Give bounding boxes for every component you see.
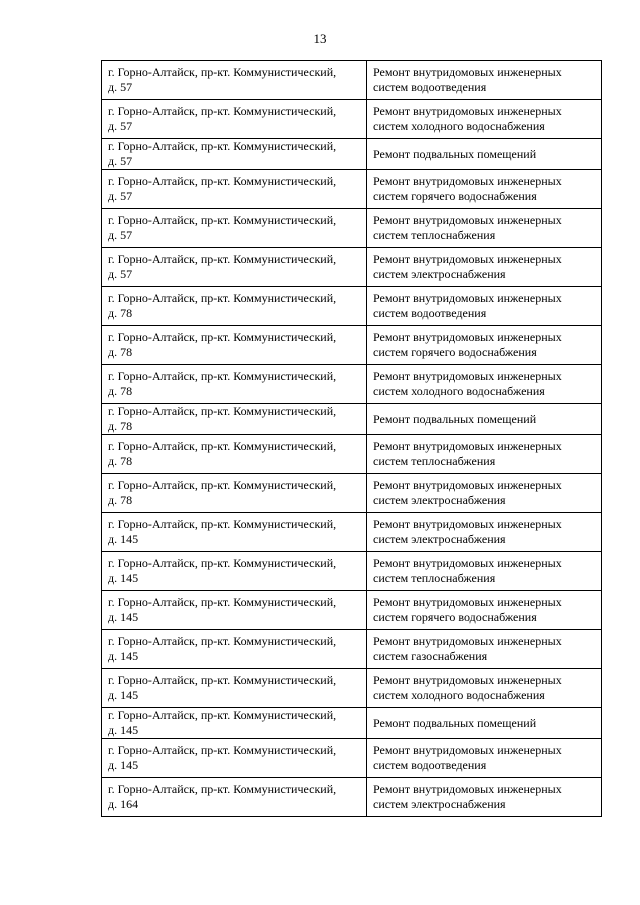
- table-row: [102, 404, 602, 435]
- address-line: г. Горно-Алтайск, пр-кт. Коммунистический,: [108, 213, 337, 227]
- address-line: г. Горно-Алтайск, пр-кт. Коммунистический,: [108, 517, 337, 531]
- address-line: г. Горно-Алтайск, пр-кт. Коммунистический,: [108, 478, 337, 492]
- address-cell: [102, 365, 367, 404]
- table-row: [102, 139, 602, 170]
- house-number: д. 57: [108, 189, 133, 203]
- page-number: 13: [313, 31, 327, 46]
- work-type-cell: Ремонт внутридомовых инженерных систем водоотведения: [367, 287, 602, 326]
- address-cell: [102, 139, 367, 170]
- table-row: [102, 474, 602, 513]
- address-cell: [102, 708, 367, 739]
- work-type-cell: Ремонт внутридомовых инженерных систем электроснабжения: [367, 474, 602, 513]
- address-line: г. Горно-Алтайск, пр-кт. Коммунистический,: [108, 743, 337, 757]
- work-type-cell: Ремонт внутридомовых инженерных систем горячего водоснабжения: [367, 591, 602, 630]
- address-cell: [102, 474, 367, 513]
- address-line: г. Горно-Алтайск, пр-кт. Коммунистический,: [108, 369, 337, 383]
- work-type-cell: Ремонт внутридомовых инженерных систем горячего водоснабжения: [367, 326, 602, 365]
- address-cell: [102, 552, 367, 591]
- table-row: [102, 778, 602, 817]
- table-row: [102, 708, 602, 739]
- house-number: д. 57: [108, 119, 133, 133]
- work-type-cell: Ремонт подвальных помещений: [367, 708, 602, 739]
- house-number: д. 145: [108, 571, 139, 585]
- works-table: [101, 60, 602, 817]
- table-row: [102, 513, 602, 552]
- table-row: [102, 248, 602, 287]
- address-cell: [102, 326, 367, 365]
- address-line: г. Горно-Алтайск, пр-кт. Коммунистический,: [108, 556, 337, 570]
- address-cell: [102, 669, 367, 708]
- address-line: г. Горно-Алтайск, пр-кт. Коммунистический,: [108, 174, 337, 188]
- address-line: г. Горно-Алтайск, пр-кт. Коммунистический,: [108, 439, 337, 453]
- work-type-cell: Ремонт внутридомовых инженерных систем электроснабжения: [367, 248, 602, 287]
- house-number: д. 78: [108, 306, 133, 320]
- house-number: д. 78: [108, 454, 133, 468]
- work-type-cell: Ремонт внутридомовых инженерных систем теплоснабжения: [367, 552, 602, 591]
- work-type-cell: Ремонт внутридомовых инженерных систем электроснабжения: [367, 513, 602, 552]
- table-row: [102, 170, 602, 209]
- table-row: [102, 591, 602, 630]
- address-cell: [102, 435, 367, 474]
- address-line: г. Горно-Алтайск, пр-кт. Коммунистический,: [108, 404, 337, 418]
- table-row: [102, 326, 602, 365]
- house-number: д. 78: [108, 345, 133, 359]
- work-type-cell: Ремонт подвальных помещений: [367, 139, 602, 170]
- address-line: г. Горно-Алтайск, пр-кт. Коммунистический,: [108, 782, 337, 796]
- works-table-body: [102, 61, 602, 817]
- house-number: д. 145: [108, 723, 139, 737]
- address-cell: [102, 61, 367, 100]
- work-type-cell: Ремонт внутридомовых инженерных систем газоснабжения: [367, 630, 602, 669]
- address-line: г. Горно-Алтайск, пр-кт. Коммунистический,: [108, 65, 337, 79]
- address-cell: [102, 778, 367, 817]
- house-number: д. 57: [108, 154, 133, 168]
- address-cell: [102, 170, 367, 209]
- house-number: д. 145: [108, 649, 139, 663]
- address-cell: [102, 630, 367, 669]
- work-type-cell: Ремонт внутридомовых инженерных систем электроснабжения: [367, 778, 602, 817]
- house-number: д. 57: [108, 80, 133, 94]
- address-line: г. Горно-Алтайск, пр-кт. Коммунистический,: [108, 634, 337, 648]
- address-cell: [102, 100, 367, 139]
- work-type-cell: Ремонт внутридомовых инженерных систем водоотведения: [367, 739, 602, 778]
- table-row: [102, 61, 602, 100]
- table-row: [102, 209, 602, 248]
- address-line: г. Горно-Алтайск, пр-кт. Коммунистический,: [108, 330, 337, 344]
- address-line: г. Горно-Алтайск, пр-кт. Коммунистический,: [108, 708, 337, 722]
- house-number: д. 78: [108, 493, 133, 507]
- house-number: д. 78: [108, 384, 133, 398]
- address-cell: [102, 404, 367, 435]
- address-cell: [102, 591, 367, 630]
- work-type-cell: Ремонт подвальных помещений: [367, 404, 602, 435]
- house-number: д. 78: [108, 419, 133, 433]
- house-number: д. 145: [108, 758, 139, 772]
- address-cell: [102, 287, 367, 326]
- address-cell: [102, 513, 367, 552]
- work-type-cell: Ремонт внутридомовых инженерных систем водоотведения: [367, 61, 602, 100]
- house-number: д. 145: [108, 532, 139, 546]
- house-number: д. 164: [108, 797, 139, 811]
- table-row: [102, 739, 602, 778]
- address-cell: [102, 739, 367, 778]
- address-line: г. Горно-Алтайск, пр-кт. Коммунистический,: [108, 291, 337, 305]
- work-type-cell: Ремонт внутридомовых инженерных систем горячего водоснабжения: [367, 170, 602, 209]
- work-type-cell: Ремонт внутридомовых инженерных систем холодного водоснабжения: [367, 100, 602, 139]
- address-line: г. Горно-Алтайск, пр-кт. Коммунистический,: [108, 252, 337, 266]
- address-cell: [102, 209, 367, 248]
- address-line: г. Горно-Алтайск, пр-кт. Коммунистический,: [108, 139, 337, 153]
- table-row: [102, 100, 602, 139]
- table-row: [102, 552, 602, 591]
- address-line: г. Горно-Алтайск, пр-кт. Коммунистический,: [108, 104, 337, 118]
- work-type-cell: Ремонт внутридомовых инженерных систем теплоснабжения: [367, 209, 602, 248]
- address-line: г. Горно-Алтайск, пр-кт. Коммунистический,: [108, 595, 337, 609]
- table-row: [102, 630, 602, 669]
- address-line: г. Горно-Алтайск, пр-кт. Коммунистический,: [108, 673, 337, 687]
- house-number: д. 57: [108, 228, 133, 242]
- table-row: [102, 435, 602, 474]
- table-row: [102, 287, 602, 326]
- work-type-cell: Ремонт внутридомовых инженерных систем теплоснабжения: [367, 435, 602, 474]
- house-number: д. 145: [108, 688, 139, 702]
- house-number: д. 57: [108, 267, 133, 281]
- table-row: [102, 669, 602, 708]
- table-row: [102, 365, 602, 404]
- work-type-cell: Ремонт внутридомовых инженерных систем холодного водоснабжения: [367, 669, 602, 708]
- house-number: д. 145: [108, 610, 139, 624]
- address-cell: [102, 248, 367, 287]
- work-type-cell: Ремонт внутридомовых инженерных систем холодного водоснабжения: [367, 365, 602, 404]
